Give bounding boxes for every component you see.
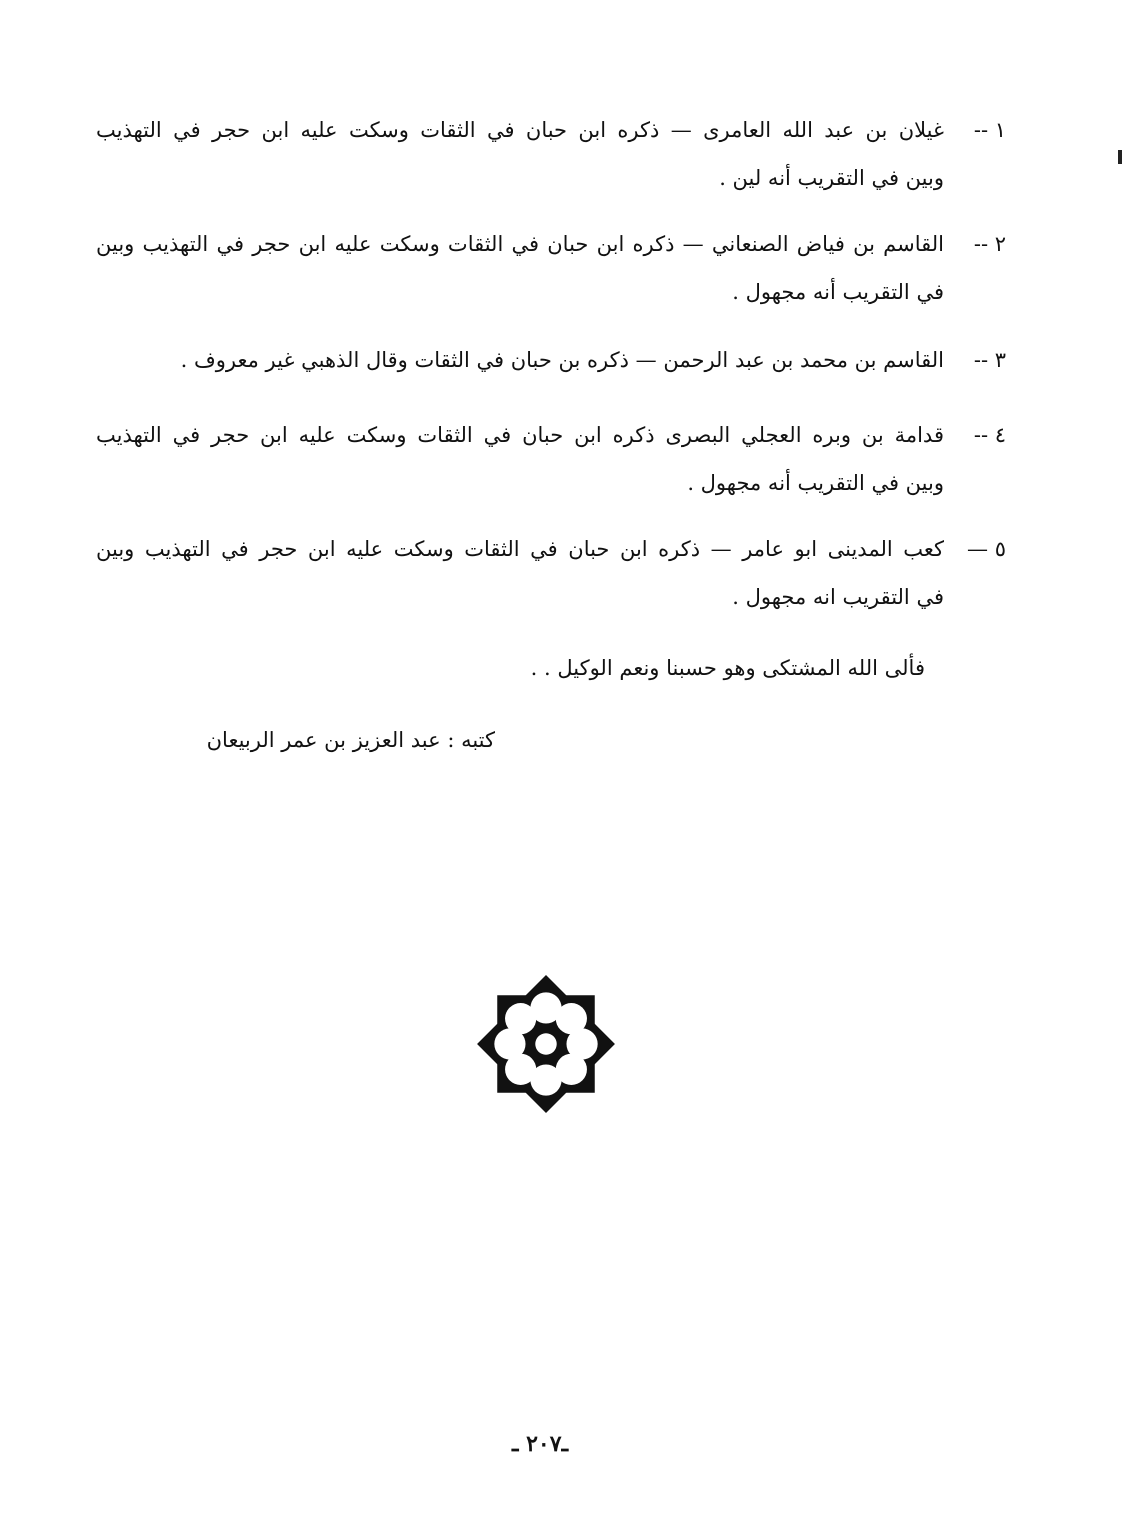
page-number: ـ٢٠٧ ـ [512, 1431, 569, 1457]
entry-text-line: وبين في التقريب أنه لين . [719, 166, 944, 190]
entry-text-line: القاسم بن فياض الصنعاني — ذكره ابن حبان في الثقات وسكت عليه ابن حجر في التهذيب وبين [96, 232, 944, 256]
entry-3 [96, 342, 1006, 382]
entry-4 [96, 417, 1006, 507]
entry-text-line: في التقريب انه مجهول . [732, 585, 944, 609]
entry-text-line: كعب المدينى ابو عامر — ذكره ابن حبان في الثقات وسكت عليه ابن حجر في التهذيب وبين [96, 537, 944, 561]
closing-phrase: فألى الله المشتكى وهو حسبنا ونعم الوكيل . . [530, 656, 925, 680]
entry-number: ١ -- [973, 118, 1006, 142]
eight-point-star-ornament-icon [468, 966, 624, 1122]
entry-2 [96, 226, 1006, 316]
entry-number: ٤ -- [973, 423, 1006, 447]
entry-text-line: غيلان بن عبد الله العامرى — ذكره ابن حبان في الثقات وسكت عليه ابن حجر في التهذيب [96, 118, 944, 142]
entry-number: ٢ -- [973, 232, 1006, 256]
entry-number: ٥ — [967, 537, 1006, 561]
entry-text-line: في التقريب أنه مجهول . [732, 280, 944, 304]
margin-mark [1118, 150, 1122, 164]
entry-number: ٣ -- [973, 348, 1006, 372]
entry-5 [96, 531, 1006, 621]
entry-text-line: القاسم بن محمد بن عبد الرحمن — ذكره بن حبان في الثقات وقال الذهبي غير معروف . [180, 348, 944, 372]
entry-text-line: وبين في التقريب أنه مجهول . [687, 471, 944, 495]
entry-1 [96, 112, 1006, 202]
signature-line: كتبه : عبد العزيز بن عمر الربيعان [206, 728, 495, 752]
entry-text-line: قدامة بن وبره العجلي البصرى ذكره ابن حبان في الثقات وسكت عليه ابن حجر في التهذيب [96, 423, 944, 447]
